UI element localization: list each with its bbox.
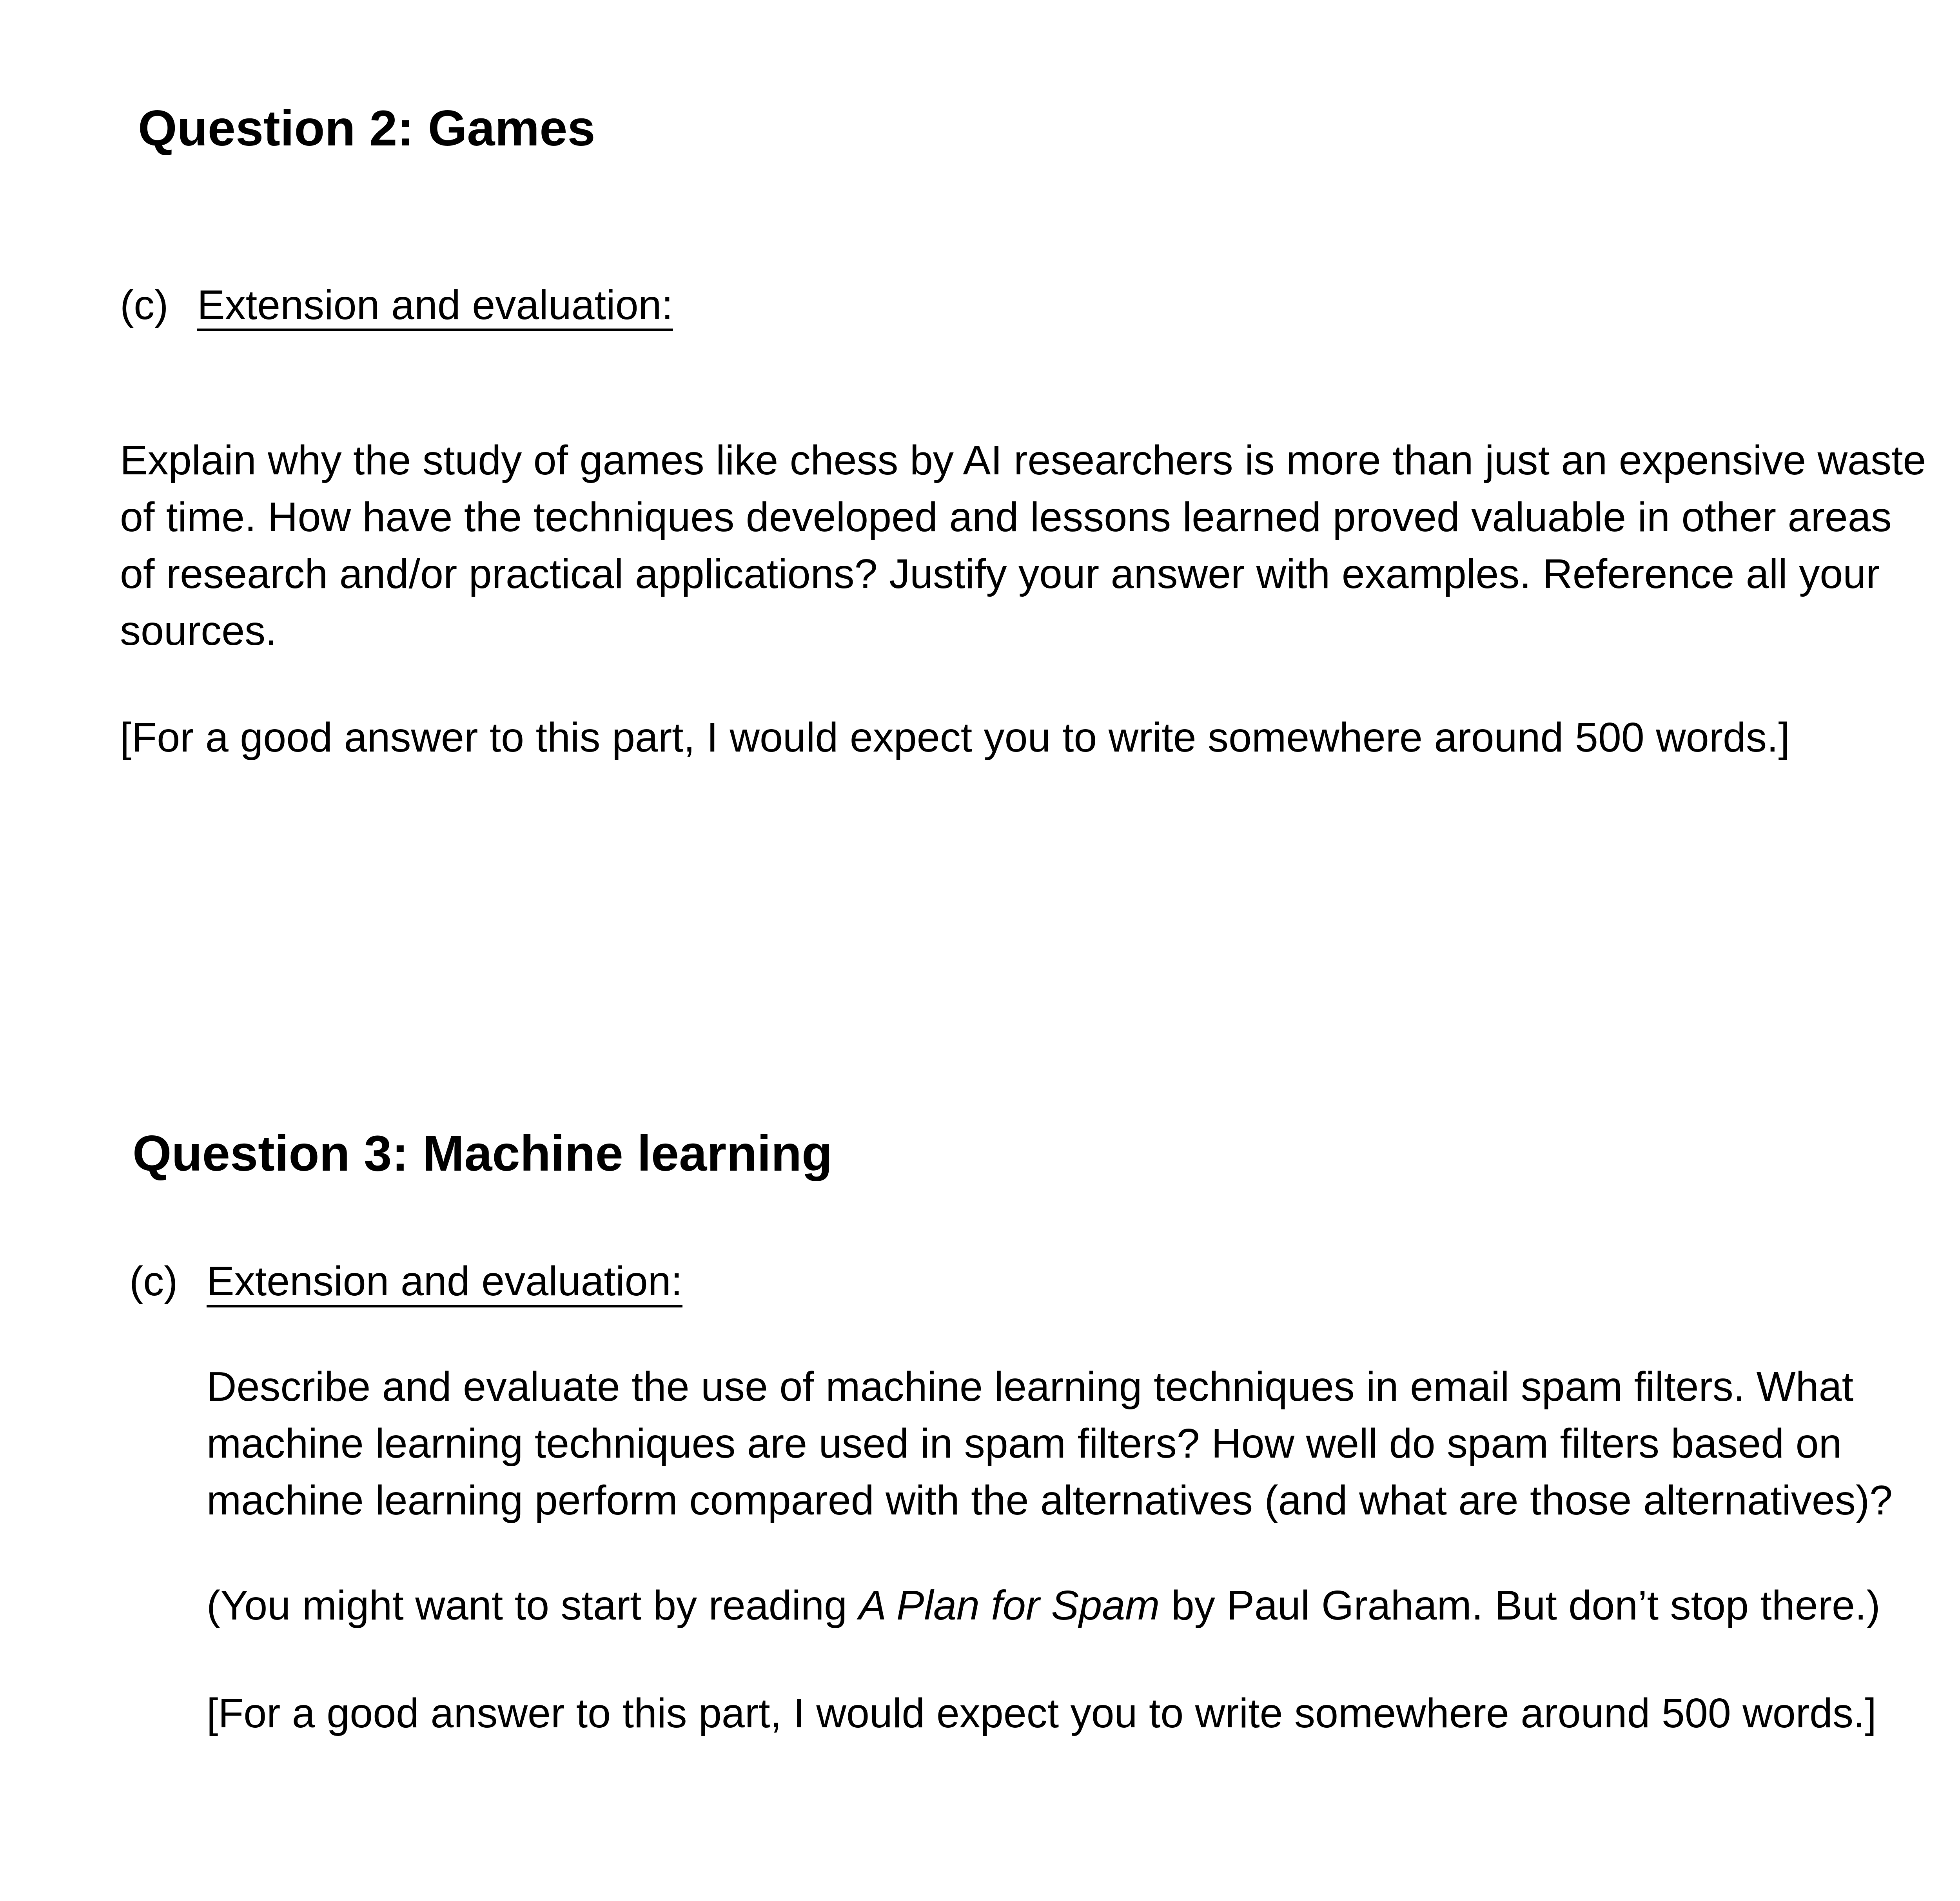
- reading-title: A Plan for Spam: [858, 1582, 1160, 1629]
- reading-prefix: (You might want to start by reading: [207, 1582, 859, 1629]
- question-3-body-line: machine learning perform compared with the alternatives (and what are those alternatives)?: [207, 1477, 1893, 1523]
- question-3-heading: Question 3: Machine learning: [132, 1126, 833, 1182]
- question-2-body-line: of research and/or practical applications? Justify your answer with examples. Reference all your: [120, 551, 1880, 597]
- question-3-reading-note: [207, 1580, 1880, 1631]
- question-3-part-marker: (c): [129, 1258, 178, 1304]
- question-3-word-note: [For a good answer to this part, I would expect you to write somewhere around 500 words.]: [207, 1690, 1877, 1736]
- question-2-part-title: Extension and evaluation:: [197, 282, 673, 328]
- question-3-part-title: Extension and evaluation:: [207, 1258, 682, 1304]
- question-3-body-line: machine learning techniques are used in spam filters? How well do spam filters based on: [207, 1420, 1842, 1467]
- reading-suffix: by Paul Graham. But don’t stop there.): [1160, 1582, 1880, 1629]
- question-2-part-marker: (c): [120, 282, 169, 328]
- question-3-body-line: Describe and evaluate the use of machine learning techniques in email spam filters. What: [207, 1364, 1854, 1410]
- question-2-part-label: [120, 280, 673, 330]
- question-3-part-label: [129, 1256, 682, 1307]
- question-2-word-note: [For a good answer to this part, I would expect you to write somewhere around 500 words.]: [120, 714, 1790, 761]
- question-3-body: [207, 1358, 1893, 1529]
- question-2-body-line: Explain why the study of games like chess by AI researchers is more than just an expensive waste: [120, 437, 1926, 483]
- question-2-body: [120, 432, 1926, 659]
- question-2-body-line: sources.: [120, 608, 277, 654]
- question-2-heading: Question 2: Games: [138, 100, 595, 156]
- question-2-body-line: of time. How have the techniques developed and lessons learned proved valuable in other areas: [120, 494, 1892, 540]
